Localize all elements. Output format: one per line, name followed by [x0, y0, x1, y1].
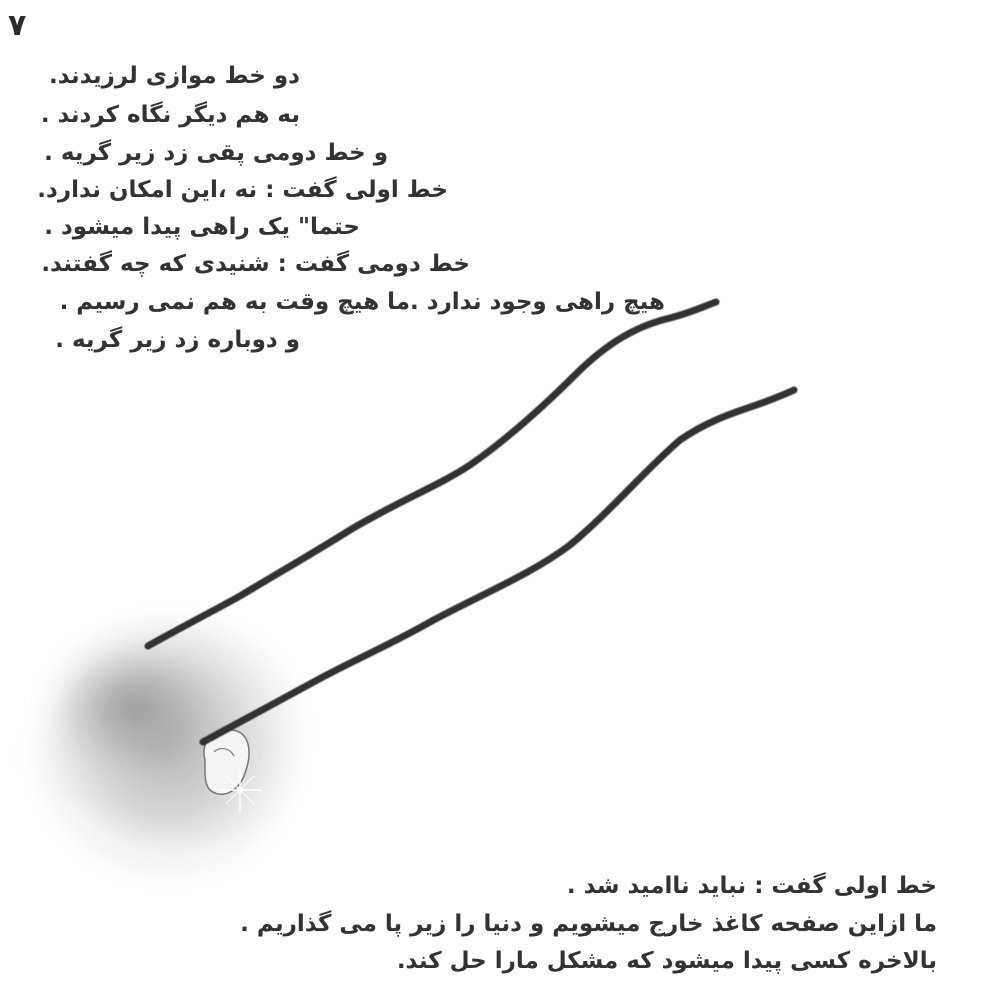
top-text-line: و دوباره زد زیر گریه . — [55, 327, 300, 353]
top-text-line: و خط دومی پقی زد زیر گریه . — [44, 140, 388, 166]
eraser-icon — [33, 621, 303, 892]
top-text-line: هیچ راهی وجود ندارد .ما هیچ وقت به هم نمی رسیم . — [59, 289, 665, 315]
top-text-line: حتما" یک راهی پیدا میشود . — [44, 214, 360, 240]
top-text-line: دو خط موازی لرزیدند. — [49, 63, 300, 89]
top-text-line: خط دومی گفت : شنیدی که چه گفتند. — [41, 251, 470, 277]
bottom-text-line: خط اولی گفت : نباید ناامید شد . — [566, 873, 937, 899]
top-text-line: خط اولی گفت : نه ،این امکان ندارد. — [37, 177, 448, 203]
wavy-line-icon — [148, 302, 716, 646]
bottom-text-line: ما ازاین صفحه کاغذ خارج میشویم و دنیا را زیر پا می گذاریم . — [240, 911, 937, 937]
bottom-text-line: بالاخره کسی پیدا میشود که مشکل مارا حل کند. — [396, 948, 937, 974]
top-text-line: به هم دیگر نگاه کردند . — [40, 102, 300, 128]
page-number: ۷ — [8, 8, 27, 43]
